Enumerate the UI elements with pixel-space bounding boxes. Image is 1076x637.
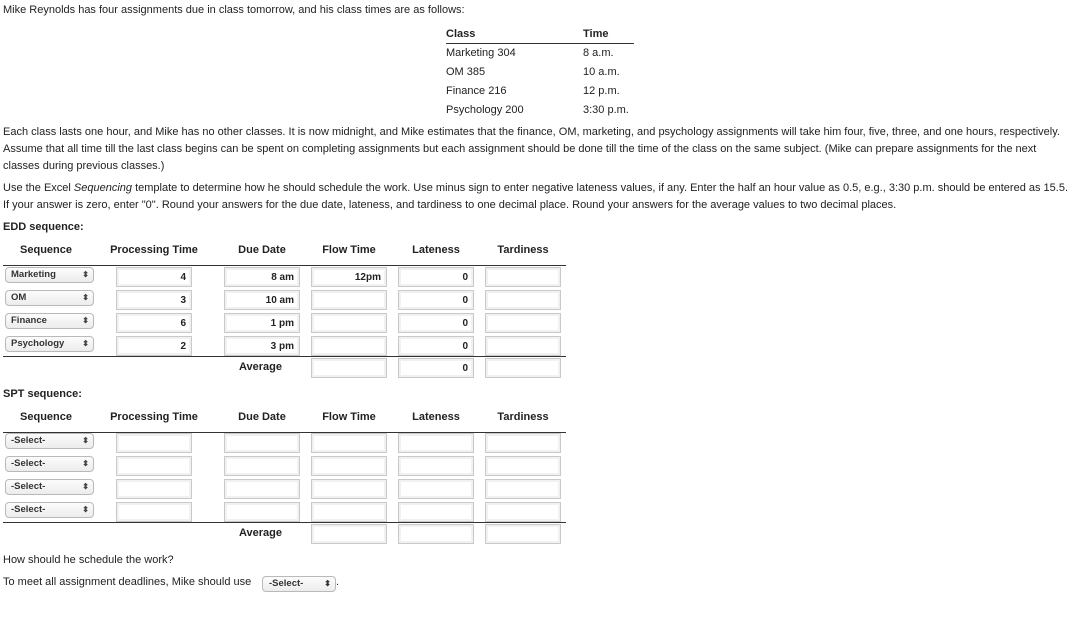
col-due-date: Due Date (238, 244, 286, 256)
edd-sequence-select[interactable] (5, 290, 94, 306)
answer-prefix: To meet all assignment deadlines, Mike should use (3, 576, 252, 588)
edd-processing-input[interactable]: 2 (116, 336, 192, 356)
spt-flow-input[interactable] (311, 479, 387, 499)
answer-suffix: . (336, 576, 340, 588)
edd-label: EDD sequence: (3, 221, 84, 233)
edd-average-label: Average (239, 361, 283, 373)
edd-flow-input[interactable] (311, 313, 387, 333)
edd-header-rule (3, 265, 566, 266)
spt-lateness-input[interactable] (398, 479, 474, 499)
time-header: Time (583, 28, 609, 40)
select-value: -Select- (11, 504, 46, 515)
col-sequence: Sequence (20, 244, 72, 256)
col-flow-time: Flow Time (322, 244, 376, 256)
spt-processing-input[interactable] (116, 479, 192, 499)
select-value: -Select- (269, 578, 304, 589)
spt-sequence-select[interactable] (5, 502, 94, 518)
spt-lateness-input[interactable] (398, 502, 474, 522)
class-time: 12 p.m. (583, 85, 620, 97)
instructions-italic: Sequencing (73, 182, 133, 194)
spt-lateness-input[interactable] (398, 456, 474, 476)
updown-arrow-icon: ⬍ (82, 459, 89, 468)
updown-arrow-icon: ⬍ (82, 436, 89, 445)
edd-due-input[interactable]: 8 am (224, 267, 300, 287)
edd-flow-input[interactable] (311, 336, 387, 356)
spt-sequence-select[interactable] (5, 456, 94, 472)
updown-arrow-icon: ⬍ (82, 482, 89, 491)
edd-processing-input[interactable]: 3 (116, 290, 192, 310)
edd-flow-input[interactable] (311, 290, 387, 310)
class-time: 3:30 p.m. (583, 104, 629, 116)
spt-due-input[interactable] (224, 433, 300, 453)
updown-arrow-icon: ⬍ (82, 270, 89, 279)
spt-due-input[interactable] (224, 479, 300, 499)
instructions-paragraph (3, 180, 1071, 214)
edd-tardiness-input[interactable] (485, 313, 561, 333)
spt-avg-lateness-input[interactable] (398, 524, 474, 544)
col-processing-time: Processing Time (110, 244, 198, 256)
edd-processing-input[interactable]: 6 (116, 313, 192, 333)
spt-tardiness-input[interactable] (485, 433, 561, 453)
edd-due-input[interactable]: 10 am (224, 290, 300, 310)
edd-sequence-select[interactable] (5, 313, 94, 329)
col-tardiness: Tardiness (497, 244, 549, 256)
instructions-after: template to determine how he should schedule the work. Use minus sign to enter negative lateness values, if any. Enter the half an hour value as 0.5, e.g., 3:30 p.m. should be entered as 15.5. If your answer is zero, enter "0". Round your answers for the due date, lateness, and tardiness to one decimal place. Round your answers for the average values to two decimal places. (3, 182, 1069, 211)
schedule-method-select[interactable] (262, 576, 336, 592)
updown-arrow-icon: ⬍ (324, 579, 331, 588)
spt-due-input[interactable] (224, 456, 300, 476)
spt-footer-rule (3, 522, 566, 523)
edd-avg-lateness-input[interactable]: 0 (398, 358, 474, 378)
col-due-date: Due Date (238, 411, 286, 423)
spt-average-label: Average (239, 527, 283, 539)
spt-tardiness-input[interactable] (485, 456, 561, 476)
edd-lateness-input[interactable]: 0 (398, 336, 474, 356)
col-sequence: Sequence (20, 411, 72, 423)
spt-sequence-select[interactable] (5, 479, 94, 495)
class-name: OM 385 (446, 66, 486, 78)
select-value: -Select- (11, 458, 46, 469)
class-name: Marketing 304 (446, 47, 516, 59)
select-value: Psychology (11, 338, 65, 349)
edd-due-input[interactable]: 1 pm (224, 313, 300, 333)
edd-sequence-select[interactable] (5, 336, 94, 352)
spt-sequence-select[interactable] (5, 433, 94, 449)
spt-due-input[interactable] (224, 502, 300, 522)
spt-processing-input[interactable] (116, 433, 192, 453)
col-lateness: Lateness (412, 411, 460, 423)
updown-arrow-icon: ⬍ (82, 339, 89, 348)
edd-lateness-input[interactable]: 0 (398, 313, 474, 333)
class-row (446, 44, 634, 63)
updown-arrow-icon: ⬍ (82, 316, 89, 325)
class-row (446, 82, 634, 101)
spt-avg-flow-input[interactable] (311, 524, 387, 544)
col-processing-time: Processing Time (110, 411, 198, 423)
edd-avg-tardiness-input[interactable] (485, 358, 561, 378)
edd-lateness-input[interactable]: 0 (398, 267, 474, 287)
intro-text: Mike Reynolds has four assignments due in class tomorrow, and his class times are as follows: (3, 4, 465, 16)
spt-processing-input[interactable] (116, 456, 192, 476)
updown-arrow-icon: ⬍ (82, 293, 89, 302)
select-value: Finance (11, 315, 47, 326)
class-time-header (446, 28, 634, 44)
spt-lateness-input[interactable] (398, 433, 474, 453)
spt-label: SPT sequence: (3, 388, 82, 400)
edd-lateness-input[interactable]: 0 (398, 290, 474, 310)
problem-paragraph: Each class lasts one hour, and Mike has no other classes. It is now midnight, and Mike estimates that the finance, OM, marketing, and psychology assignments will take him four, five, three, and one hours, respectively. Assume that all time till the last class begins can be spent on completing assignments but each assignment should be done till the time of the class on the same subject. (Mike can prepare assignments for the next classes during previous classes.) (3, 126, 1060, 172)
spt-tardiness-input[interactable] (485, 479, 561, 499)
spt-flow-input[interactable] (311, 502, 387, 522)
updown-arrow-icon: ⬍ (82, 505, 89, 514)
col-lateness: Lateness (412, 244, 460, 256)
select-value: OM (11, 292, 27, 303)
question-text: How should he schedule the work? (3, 554, 174, 566)
edd-tardiness-input[interactable] (485, 267, 561, 287)
instructions-before: Use the Excel (3, 182, 74, 194)
edd-processing-input[interactable]: 4 (116, 267, 192, 287)
spt-flow-input[interactable] (311, 456, 387, 476)
edd-avg-flow-input[interactable] (311, 358, 387, 378)
col-flow-time: Flow Time (322, 411, 376, 423)
spt-flow-input[interactable] (311, 433, 387, 453)
select-value: -Select- (11, 435, 46, 446)
class-time: 10 a.m. (583, 66, 620, 78)
class-header: Class (446, 28, 476, 40)
spt-tardiness-input[interactable] (485, 502, 561, 522)
spt-processing-input[interactable] (116, 502, 192, 522)
edd-sequence-select[interactable] (5, 267, 94, 283)
class-row (446, 101, 634, 120)
edd-due-input[interactable]: 3 pm (224, 336, 300, 356)
class-name: Psychology 200 (446, 104, 524, 116)
class-name: Finance 216 (446, 85, 507, 97)
class-row (446, 63, 634, 82)
edd-footer-rule (3, 356, 566, 357)
select-value: -Select- (11, 481, 46, 492)
col-tardiness: Tardiness (497, 411, 549, 423)
class-time-table (446, 28, 634, 120)
class-time: 8 a.m. (583, 47, 614, 59)
edd-tardiness-input[interactable] (485, 290, 561, 310)
edd-flow-input[interactable]: 12pm (311, 267, 387, 287)
edd-tardiness-input[interactable] (485, 336, 561, 356)
spt-avg-tardiness-input[interactable] (485, 524, 561, 544)
select-value: Marketing (11, 269, 56, 280)
